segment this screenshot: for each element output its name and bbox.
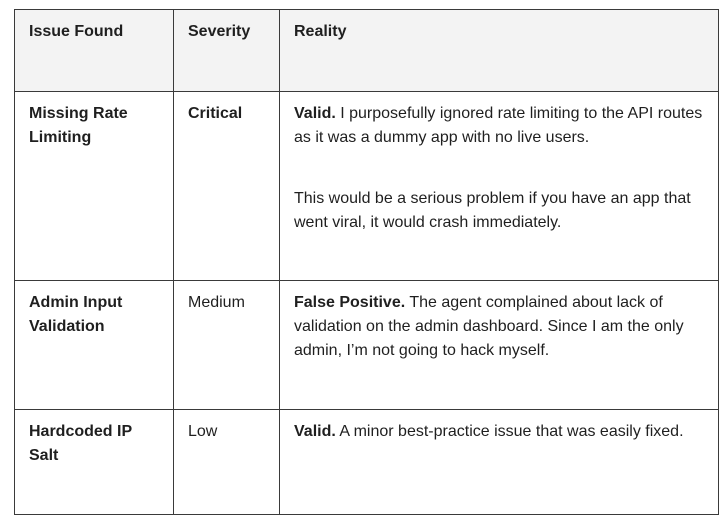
reality-explanation: I purposefully ignored rate limiting to the API routes as it was a dummy app with no live users. (294, 105, 703, 146)
header-issue-found: Issue Found (15, 10, 174, 92)
reality-paragraph (294, 102, 704, 150)
issue-cell: Hardcoded IP Salt (15, 410, 174, 515)
severity-cell: Critical (174, 92, 280, 281)
reality-cell (280, 92, 719, 281)
severity-cell: Medium (174, 281, 280, 410)
header-severity: Severity (174, 10, 280, 92)
document-content (14, 9, 719, 515)
reality-explanation: The agent complained about lack of validation on the admin dashboard. Since I am the only admin, I’m not going to hack myself. (294, 294, 684, 359)
reality-verdict: False Positive. (294, 294, 406, 311)
reality-cell (280, 281, 719, 410)
severity-cell: Low (174, 410, 280, 515)
table-row (15, 281, 719, 410)
reality-explanation: A minor best-practice issue that was easily fixed. (335, 423, 684, 440)
table-row (15, 92, 719, 281)
reality-paragraph (294, 291, 704, 363)
issue-cell: Admin Input Validation (15, 281, 174, 410)
table-header-row (15, 10, 719, 92)
reality-verdict: Valid. (294, 423, 336, 440)
header-reality: Reality (280, 10, 719, 92)
table-row (15, 410, 719, 515)
issues-table (14, 9, 719, 515)
reality-paragraph (294, 420, 704, 444)
reality-verdict: Valid. (294, 105, 336, 122)
reality-note: This would be a serious problem if you have an app that went viral, it would crash immediately. (294, 190, 691, 231)
reality-cell (280, 410, 719, 515)
issue-cell: Missing Rate Limiting (15, 92, 174, 281)
